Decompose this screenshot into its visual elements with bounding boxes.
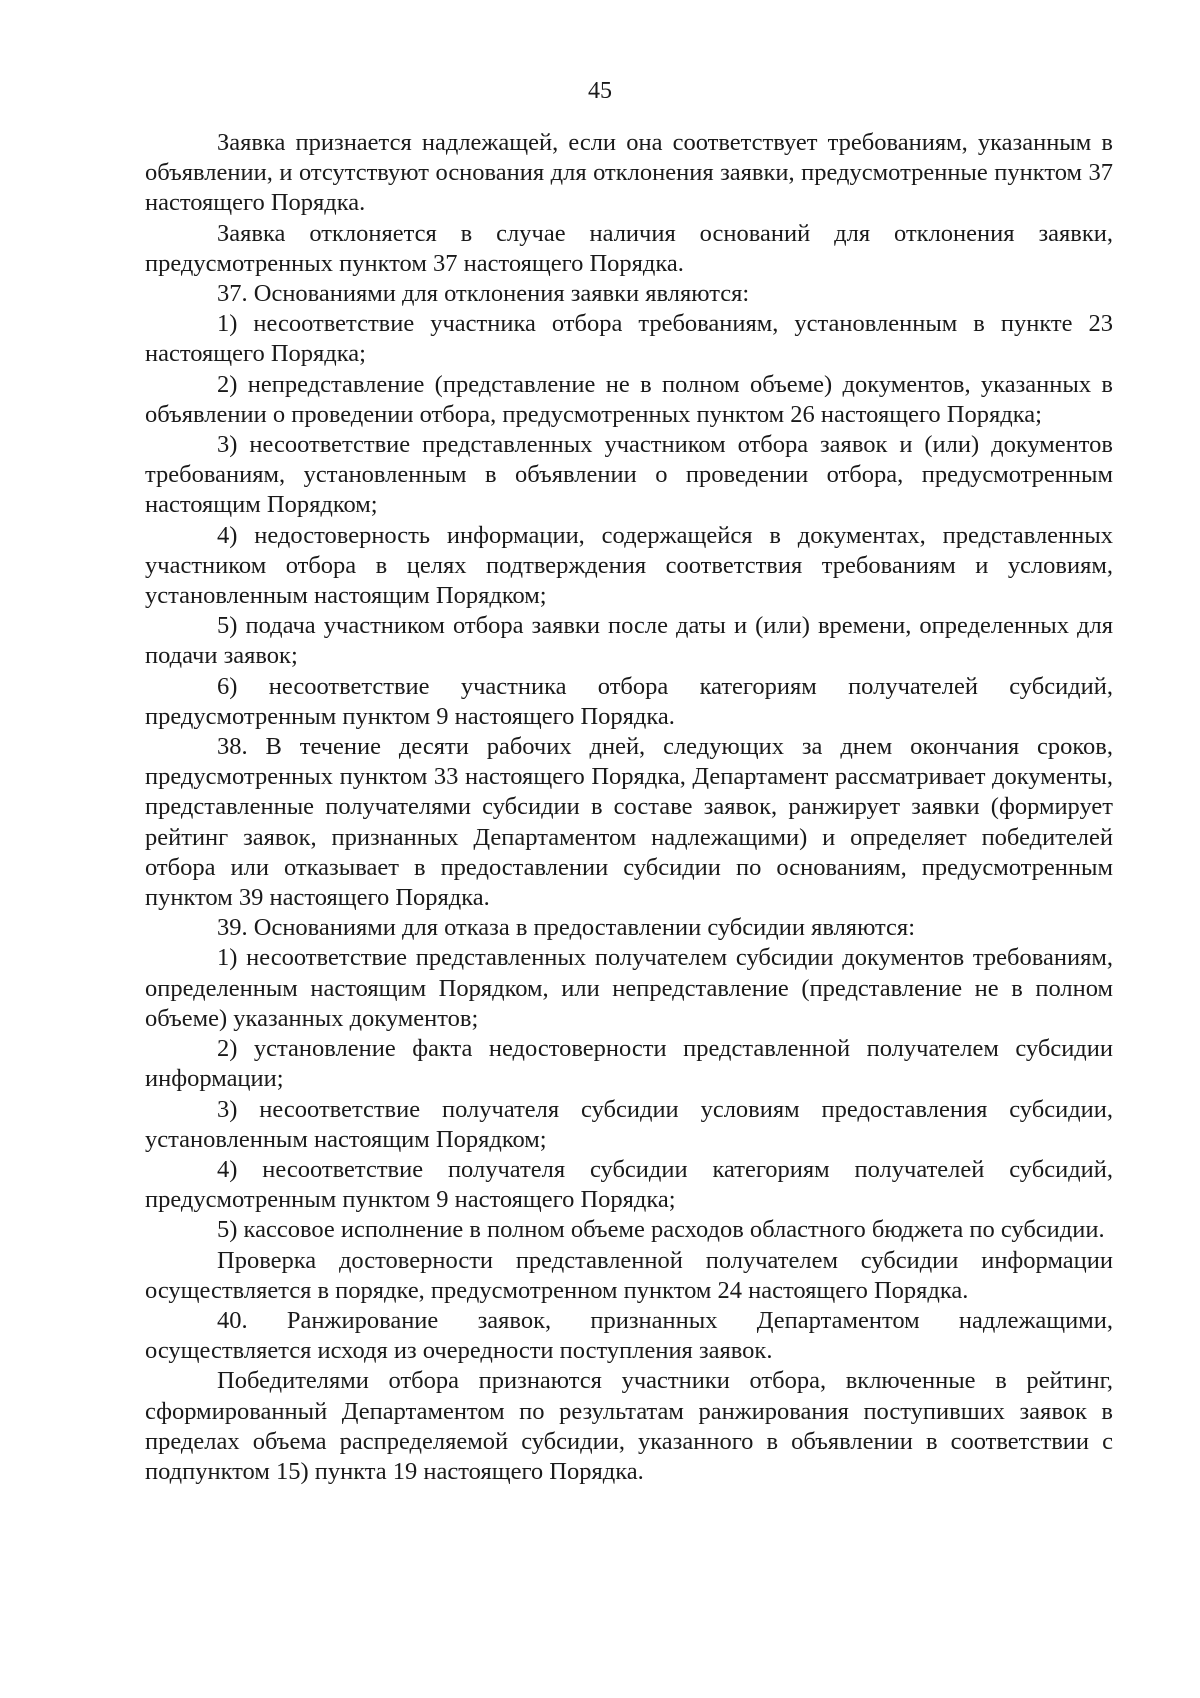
- paragraph: Заявка признается надлежащей, если она соответствует требованиям, указанным в объявлении, и отсутствуют основания для отклонения заявки, предусмотренные пунктом 37 настоящего Порядка.: [145, 129, 1113, 217]
- section-paragraph-40: 40. Ранжирование заявок, признанных Департаментом надлежащими, осуществляется исходя из очередности поступления заявок.: [145, 1306, 1113, 1365]
- list-item: 1) несоответствие участника отбора требованиям, установленным в пункте 23 настоящего Порядка;: [145, 310, 1113, 368]
- list-item: 2) непредставление (представление не в полном объеме) документов, указанных в объявлении о проведении отбора, предусмотренных пунктом 26 настоящего Порядка;: [145, 370, 1113, 428]
- list-item: 4) недостоверность информации, содержащейся в документах, представленных участником отбора в целях подтверждения соответствия требованиям и условиям, установленным настоящим Порядком;: [145, 521, 1113, 610]
- list-item: 5) кассовое исполнение в полном объеме расходов областного бюджета по субсидии.: [217, 1216, 1105, 1244]
- list-item: 4) несоответствие получателя субсидии категориям получателей субсидий, предусмотренным пунктом 9 настоящего Порядка;: [145, 1155, 1113, 1214]
- section-paragraph-38: 38. В течение десяти рабочих дней, следующих за днем окончания сроков, предусмотренных пунктом 33 настоящего Порядка, Департамент рассматривает документы, представленные получателями субсидии в составе заявок, ранжирует заявки (формирует рейтинг заявок, признанных Департаментом надлежащими) и определяет победителей отбора или отказывает в предоставлении субсидии по основаниям, предусмотренным пунктом 39 настоящего Порядка.: [145, 733, 1113, 912]
- page-number: 45: [588, 78, 612, 104]
- paragraph: Заявка отклоняется в случае наличия оснований для отклонения заявки, предусмотренных пунктом 37 настоящего Порядка.: [145, 219, 1113, 277]
- list-item: 1) несоответствие представленных получателем субсидии документов требованиям, определенным настоящим Порядком, или непредставление (представление не в полном объеме) указанных документов;: [145, 944, 1113, 1032]
- section-heading-39: 39. Основаниями для отказа в предоставлении субсидии являются:: [217, 914, 916, 942]
- list-item: 3) несоответствие представленных участником отбора заявок и (или) документов требованиям, установленным в объявлении о проведении отбора, предусмотренным настоящим Порядком;: [145, 431, 1113, 519]
- list-item: 6) несоответствие участника отбора категориям получателей субсидий, предусмотренным пунктом 9 настоящего Порядка.: [145, 672, 1113, 730]
- list-item: 5) подача участником отбора заявки после даты и (или) времени, определенных для подачи заявок;: [145, 612, 1113, 670]
- list-item: 2) установление факта недостоверности представленной получателем субсидии информации;: [145, 1035, 1113, 1093]
- paragraph: Победителями отбора признаются участники отбора, включенные в рейтинг, сформированный Департаментом по результатам ранжирования поступивших заявок в пределах объема распределяемой субсидии, указанного в объявлении в соответствии с подпунктом 15) пункта 19 настоящего Порядка.: [145, 1367, 1113, 1485]
- document-body: [145, 128, 1113, 1487]
- paragraph: Проверка достоверности представленной получателем субсидии информации осуществляется в порядке, предусмотренном пунктом 24 настоящего Порядка.: [145, 1246, 1113, 1304]
- section-heading-37: 37. Основаниями для отклонения заявки являются:: [217, 280, 750, 308]
- list-item: 3) несоответствие получателя субсидии условиям предоставления субсидии, установленным настоящим Порядком;: [145, 1095, 1113, 1153]
